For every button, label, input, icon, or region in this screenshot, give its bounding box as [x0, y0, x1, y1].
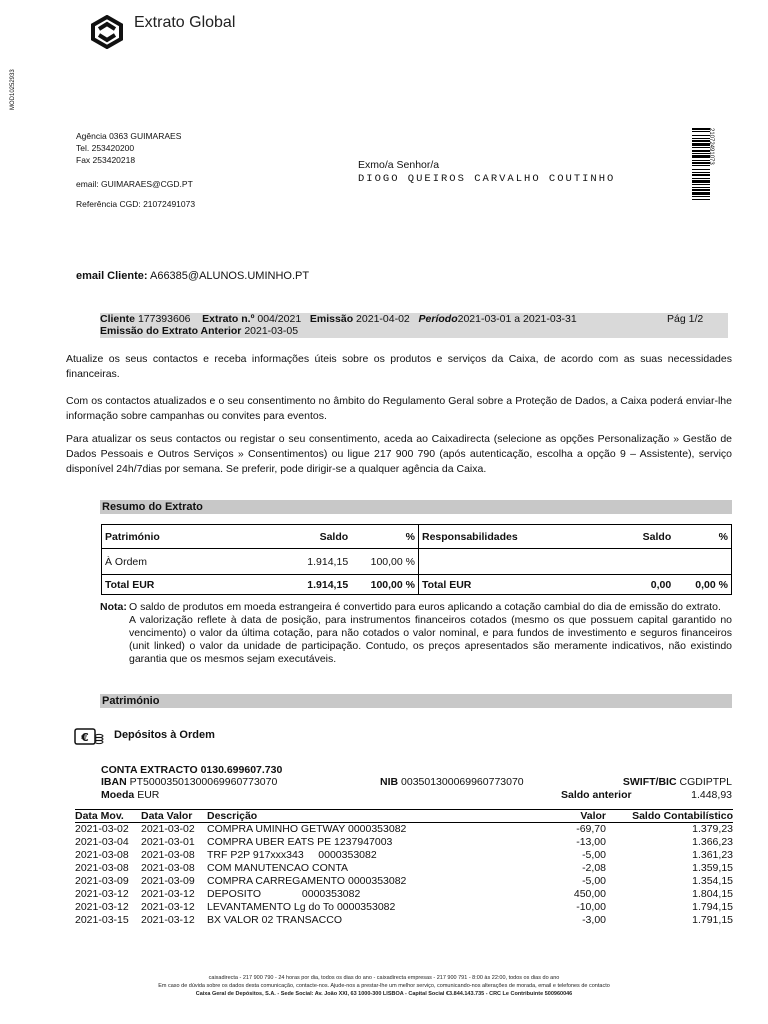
- branch-agency: Agência 0363 GUIMARAES: [76, 131, 182, 141]
- paragraph-contacts: Atualize os seus contactos e receba informações úteis sobre os produtos e serviços da Caixa, de acordo com as suas necessidades financeiras.: [66, 353, 732, 380]
- summary-total-label2: Total EUR: [419, 575, 588, 595]
- patrimonio-title: Património: [102, 695, 160, 707]
- branch-info: [76, 130, 195, 210]
- tx-data-valor: 2021-03-01: [141, 836, 195, 848]
- transaction-row: [75, 875, 733, 888]
- summary-header-responsabilidades: Responsabilidades: [419, 525, 588, 549]
- summary-a-ordem-saldo: 1.914,15: [270, 549, 351, 575]
- transactions-header: [75, 809, 733, 823]
- document-title: Extrato Global: [134, 14, 236, 31]
- tx-valor: -13,00: [576, 836, 606, 848]
- tx-data-valor: 2021-03-08: [141, 849, 195, 861]
- patrimonio-section-title: [100, 694, 732, 708]
- footer-line-2: Em caso de dúvida sobre os dados desta comunicação, contacte-nos. Ajude-nos a prestar-lhe um melhor serviço, comunicando-nos alterações de morada, email e telefones de contacto: [158, 983, 610, 989]
- transaction-row: [75, 901, 733, 914]
- tx-data-valor: 2021-03-12: [141, 901, 195, 913]
- tx-saldo: 1.791,15: [692, 914, 733, 926]
- note-line-1: O saldo de produtos em moeda estrangeira é convertido para euros aplicando a cotação cambial do dia de emissão do extrato.: [129, 601, 721, 613]
- client-email: [76, 270, 309, 282]
- tx-descricao: COM MANUTENCAO CONTA: [207, 862, 348, 874]
- client-email-value: A66385@ALUNOS.UMINHO.PT: [149, 270, 310, 282]
- anterior-label: Emissão do Extrato Anterior: [100, 325, 242, 337]
- tx-valor: -69,70: [576, 823, 606, 835]
- emissao-label: Emissão: [309, 313, 354, 325]
- tx-descricao: LEVANTAMENTO Lg do To 0000353082: [207, 901, 396, 913]
- note-line-2: A valorização reflete à data de posição, para instrumentos financeiros cotados (mesmo os que possuem capital garantido no vencimento) o valor da última cotação, para não cotados o valor nominal, e para fundos de investimento e seguros financeiros (unit linked) o valor da unidade de participação. Contudo, os preços apresentados são meramente indicativos, não existindo garantia que os mesmos sejam executáveis.: [129, 614, 732, 665]
- tx-data-mov: 2021-03-12: [75, 888, 129, 900]
- cgd-logo-icon: [90, 15, 124, 49]
- summary-row-a-ordem: [102, 549, 732, 575]
- tx-valor: 450,00: [573, 888, 606, 900]
- branch-email: email: GUIMARAES@CGD.PT: [76, 179, 193, 189]
- depositos-title: Depósitos à Ordem: [114, 729, 215, 741]
- paragraph-instructions: Para atualizar os seus contactos ou registar o seu consentimento, aceda ao Caixadirecta (selecione as opções Personalização » Gestão de Dados Pessoais e Outros Serviços » Consentimentos) ou ligue 217 900 790 (após autenticação, escolha a opção 9 – Assistente), serviço disponível 24h/7dias por semana. Se preferir, pode dirigir-se a qualquer agência da Caixa.: [66, 433, 732, 475]
- footer-line-3: Caixa Geral de Depósitos, S.A. - Sede Social: Av. João XXI, 63 1000-300 LISBOA - Capital Social €3.844.143.735 - CRC Le Contribuinte 500960046: [195, 991, 573, 997]
- tx-data-valor: 2021-03-02: [141, 823, 195, 835]
- tx-valor: -10,00: [576, 901, 606, 913]
- tx-descricao: DEPOSITO 0000353082: [207, 888, 361, 900]
- tx-descricao: TRF P2P 917xxx343 0000353082: [207, 849, 377, 861]
- tx-data-mov: 2021-03-12: [75, 901, 129, 913]
- periodo-value: 2021-03-01 a 2021-03-31: [457, 313, 577, 325]
- summary-table: [101, 524, 732, 595]
- tx-descricao: COMPRA UMINHO GETWAY 0000353082: [207, 823, 407, 835]
- conta-label: CONTA EXTRACTO: [101, 764, 198, 776]
- resumo-section-title: [100, 500, 732, 514]
- summary-total-saldo2: 0,00: [587, 575, 674, 595]
- moeda-label: Moeda: [101, 789, 135, 801]
- anterior-value: 2021-03-05: [244, 325, 299, 337]
- saldo-anterior-value: 1.448,93: [691, 789, 732, 801]
- tx-header-saldo: Saldo Contabilístico: [632, 810, 733, 822]
- tx-saldo: 1.379,23: [692, 823, 733, 835]
- summary-header-pct: %: [351, 525, 418, 549]
- tx-data-mov: 2021-03-15: [75, 914, 129, 926]
- iban-label: IBAN: [101, 776, 127, 788]
- extrato-value: 004/2021: [257, 313, 302, 325]
- tx-header-data-valor: Data Valor: [141, 810, 193, 822]
- footer-line-1: caixadirecta - 217 900 790 - 24 horas por dia, todos os dias do ano - caixadirecta empresas - 217 900 791 - 8:00 às 22:00, todos os dias do ano: [208, 975, 560, 981]
- euro-deposit-icon: [74, 728, 104, 746]
- emissao-value: 2021-04-02: [356, 313, 410, 325]
- tx-descricao: BX VALOR 02 TRANSACCO: [207, 914, 342, 926]
- swift-label: SWIFT/BIC: [622, 776, 677, 788]
- periodo-label: Período: [418, 313, 458, 325]
- resumo-title: Resumo do Extrato: [102, 501, 203, 513]
- tx-data-mov: 2021-03-09: [75, 875, 129, 887]
- tx-data-valor: 2021-03-09: [141, 875, 195, 887]
- tx-saldo: 1.354,15: [692, 875, 733, 887]
- tx-data-valor: 2021-03-12: [141, 914, 195, 926]
- summary-total-row: [102, 575, 732, 595]
- addressee-salutation: Exmo/a Senhor/a: [358, 159, 440, 171]
- tx-data-mov: 2021-03-04: [75, 836, 129, 848]
- summary-header-pct2: %: [674, 525, 731, 549]
- barcode-code: 21072491073: [708, 128, 714, 165]
- conta-value: 0130.699607.730: [200, 764, 283, 776]
- saldo-anterior-label: Saldo anterior: [561, 789, 632, 801]
- tx-saldo: 1.359,15: [692, 862, 733, 874]
- transaction-row: [75, 862, 733, 875]
- addressee-name: DIOGO QUEIROS CARVALHO COUTINHO: [358, 173, 616, 185]
- summary-total-pct2: 0,00 %: [674, 575, 731, 595]
- tx-valor: -5,00: [582, 875, 606, 887]
- tx-valor: -2,08: [582, 862, 606, 874]
- tx-data-mov: 2021-03-02: [75, 823, 129, 835]
- tx-header-descricao: Descrição: [207, 810, 258, 822]
- tx-saldo: 1.361,23: [692, 849, 733, 861]
- extrato-label: Extrato n.º: [202, 313, 255, 325]
- branch-reference: Referência CGD: 21072491073: [76, 199, 196, 209]
- tx-data-valor: 2021-03-08: [141, 862, 195, 874]
- summary-total-saldo: 1.914,15: [270, 575, 351, 595]
- tx-header-valor: Valor: [580, 810, 606, 822]
- tx-data-mov: 2021-03-08: [75, 862, 129, 874]
- tx-data-valor: 2021-03-12: [141, 888, 195, 900]
- tx-saldo: 1.804,15: [692, 888, 733, 900]
- cliente-value: 177393606: [137, 313, 191, 325]
- summary-header-saldo2: Saldo: [587, 525, 674, 549]
- client-email-label: email Cliente:: [76, 270, 148, 282]
- iban-value: PT50003501300069960773070: [129, 776, 278, 788]
- summary-a-ordem-pct: 100,00 %: [351, 549, 418, 575]
- account-iban: [101, 776, 277, 788]
- page-number: Pág 1/2: [667, 313, 704, 325]
- moeda-value: EUR: [137, 789, 160, 801]
- transaction-row: [75, 836, 733, 849]
- tx-valor: -3,00: [582, 914, 606, 926]
- account-swift: [623, 776, 732, 788]
- summary-a-ordem-label: À Ordem: [102, 549, 271, 575]
- account-nib: [380, 776, 524, 788]
- side-code: MOD10252933: [10, 69, 16, 110]
- tx-descricao: COMPRA UBER EATS PE 1237947003: [207, 836, 393, 848]
- summary-total-label: Total EUR: [102, 575, 271, 595]
- tx-descricao: COMPRA CARREGAMENTO 0000353082: [207, 875, 407, 887]
- statement-info-bar: [100, 313, 728, 338]
- tx-header-data-mov: Data Mov.: [75, 810, 124, 822]
- transaction-row: [75, 823, 733, 836]
- account-moeda: [101, 789, 159, 801]
- tx-valor: -5,00: [582, 849, 606, 861]
- nib-value: 003501300069960773070: [401, 776, 524, 788]
- nib-label: NIB: [380, 776, 399, 788]
- summary-header-saldo: Saldo: [270, 525, 351, 549]
- summary-header-row: [102, 525, 732, 549]
- cliente-label: Cliente: [100, 313, 136, 325]
- note-label: Nota:: [100, 601, 127, 613]
- paragraph-consent: Com os contactos atualizados e o seu consentimento no âmbito do Regulamento Geral sobre a Proteção de Dados, a Caixa poderá enviar-lhe informação sobre campanhas ou convites para eventos.: [66, 395, 732, 422]
- transaction-row: [75, 914, 733, 927]
- barcode-bar: [692, 199, 710, 200]
- account-conta: [101, 764, 282, 776]
- branch-tel: Tel. 253420200: [76, 143, 135, 153]
- transaction-row: [75, 849, 733, 862]
- transaction-row: [75, 888, 733, 901]
- addressee: [358, 159, 615, 185]
- summary-total-pct: 100,00 %: [351, 575, 418, 595]
- summary-header-patrimonio: Património: [102, 525, 271, 549]
- tx-saldo: 1.366,23: [692, 836, 733, 848]
- tx-data-mov: 2021-03-08: [75, 849, 129, 861]
- branch-fax: Fax 253420218: [76, 155, 136, 165]
- tx-saldo: 1.794,15: [692, 901, 733, 913]
- swift-value: CGDIPTPL: [679, 776, 732, 788]
- svg-text:€: €: [81, 731, 89, 744]
